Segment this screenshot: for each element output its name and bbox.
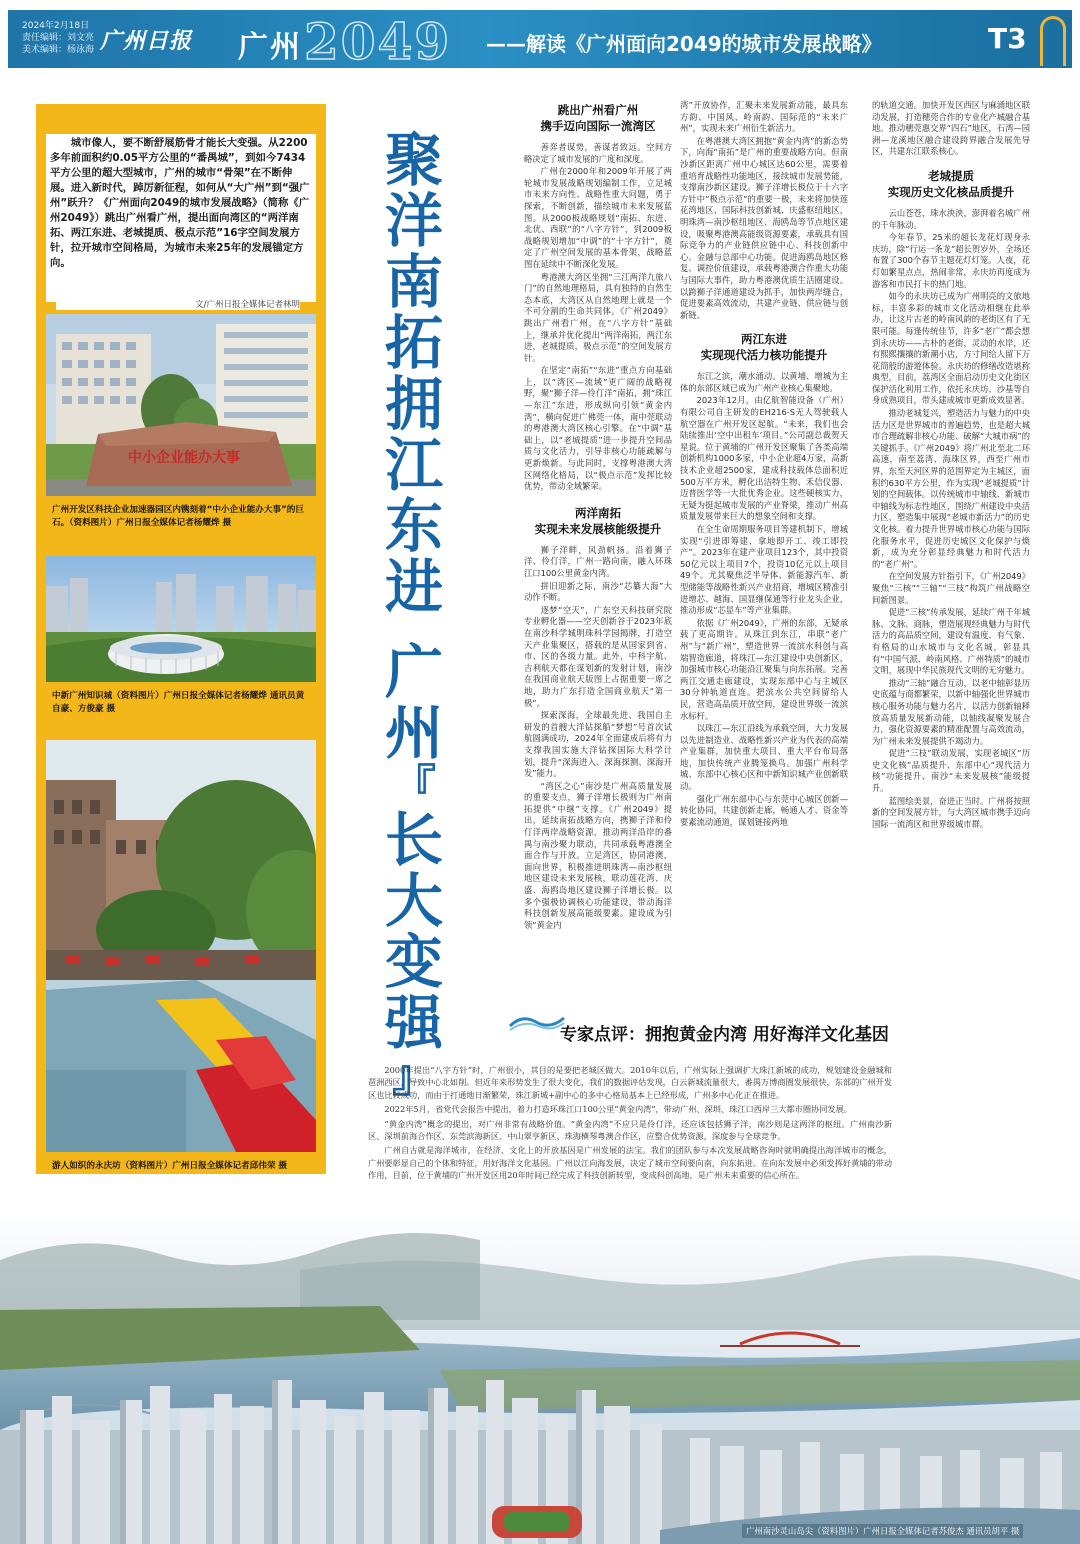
newspaper-logo: 广州日报 (100, 28, 193, 54)
issue-date: 2024年2月18日 (22, 21, 90, 31)
paragraph: 促进“三核”传承发展，延续广州千年城脉、文脉、商脉，塑造展现经典魅力与时代活力的高品质空间，建设有温度、有气象、有格局的山水城市与文化名城，彰显具有“中国气派、岭南风格、广州特质”的城市文明，展现中华民族现代文明的无穷魅力。 (872, 607, 1030, 676)
knowledge-city-image (46, 556, 316, 682)
article-column-2 (680, 100, 848, 1010)
page-header (8, 10, 1072, 68)
section-heading-2-line-1: 两洋南拓 (575, 505, 621, 520)
paragraph: 善弈者谋势，善谋者致远。空间方略决定了城市发展的广度和深度。 (524, 142, 672, 164)
paragraph: 的轨道交通。加快开发区西区与麻涌地区联动发展，打造穗莞合作的专业化产城融合基地。推动穗莞惠交界“四石”地区，石湾—园洲—龙溪地区融合建设跨界融合发展先导区，共建东江联系核心。 (872, 100, 1030, 157)
main-headline (378, 126, 450, 1102)
paragraph: 探索深海，全球最先进、我国自主研发的首艘大洋钻探船“梦想”号首次试航圆满成功，2024年全面建成后将有力支撑我国实施大洋钻探国际大科学计划，提升“深海进入、深海探测、深海开发”能力。 (524, 710, 672, 779)
paragraph: 拼旧迎新之际，南沙“芯纂大海”大动作不断。 (524, 580, 672, 603)
paragraph: 推动老城复兴，塑造活力与魅力的中央活力区是世界城市的普遍趋势，也是超大城市合理疏解非核心功能、破解“大城市病”的关键抓手。《广州2049》将广州北至北二环高速，南至荔湾、海珠区界，西至广州市界，东至天河区界的范围界定为主城区，面积约630平方公里，作为实现“老城提质”计划的空间载体。以传统城市中轴线、新城市中轴线为标志性地区，围绕广州建设中央活力区，塑造集中展现“老城市新活力”的历史文化核。着力提升世界城市核心功能与国际化服务水平，促进历史城区文化保护与焕新，成为充分彰显经典魅力和时代活力的“老广州”。 (872, 408, 1030, 569)
paragraph: 如今的永庆坊已成为广州明亮的文旅地标，丰富多彩的城市文化活动相继在此举办，让这片古老的岭南风韵的老街区有了无限可能。每逢传统佳节，许多“老广”都会想到永庆坊——古朴的老街，灵动的水岸，还有熙熙攘攘的新潮小店，方寸间给人留下万花筒般的游遊体验。永庆坊的修缮改造堪称典型，目前，荔湾区全面启动历史文化街区保护活化利用工作，依托永庆坊、沙基等自身成熟项目，带头建成城市更新成效显著。 (872, 291, 1030, 406)
stone-inscription: 中小企业能办大事 (128, 450, 240, 466)
expert-decoration-icon (508, 1012, 566, 1032)
expert-commentary-title: 专家点评：拥抱黄金内湾 用好海洋文化基因 (560, 1025, 889, 1045)
paragraph: 广州在2000年和2009年开展了两轮城市发展战略规划编制工作，立足城市未来方向性、战略性重大问题，勇于探索，不断创新，描绘城市未来发展蓝图。从2000板战略规划“南拓、东进、北优、西联”的“八字方针”，到2009板战略规划增加“中调”的“十字方针”，奠定了广州空间发展的基本骨架，战略蓝图在延续中不断深化发展。 (524, 166, 672, 269)
paragraph: 狮子洋畔，风劲帆扬。沿着狮子洋、伶仃洋，广州一路向南，融入环珠江口100公里黄金内湾。 (524, 544, 672, 578)
city-panorama-image (0, 1210, 1080, 1544)
paragraph: 以珠江—东江沿线为承载空间，大力发展以先进制造业、战略性新兴产业为代表的高端产业集群，加快重大项目、重大平台布局落地，加快传统产业腾笼换鸟。加强广州科学城、东部中心核心区和中新知识城产业创新联动。 (680, 723, 848, 792)
paragraph: 广州自古就是海洋城市，在经济、文化上的开放基因是广州发展的法宝。我们的团队参与本次发展战略咨询时就明确提出海洋城市的概念，广州要彰显自己的个体和特征，用好海洋文化基因。广州以江向海发展，决定了城市空间要向南，向东拓进。在向东发展中必须发挥好黄埔的带动作用，目前，位于黄埔的广州开发区用20年时间已经完成了科技创新转型，变成科创高地，是广州未来重要的信心所在。 (368, 1145, 893, 1181)
paragraph: 促进“三枝”联动发展，实现老城区“历史文化核”品质提升、东部中心“现代活力核”功能提升、南沙“未来发展核”能级提升。 (872, 748, 1030, 794)
headline-line-1: 聚洋南拓拥江东进 (385, 126, 444, 621)
paragraph: 逐梦“空天”，广东空天科技研究院专业孵化器——空天创新谷于2023年底在南沙科学城明珠科学园揭牌，打造空天产业集聚区，搭载的是从国家到省、市、区的各级力量。此外，中科宇航、吉利航天都在谋划新的发射计划，南沙在我国商业航天版图上占据重要一席之地，助力广东打造全国商业航天“第一极”。 (524, 604, 672, 708)
photo-knowledge-city-caption: 中新广州知识城（资料图片）广州日报全媒体记者杨耀烨 通讯员黄自豪、方俊豪 摄 (52, 691, 305, 714)
city-panorama (0, 1210, 1080, 1544)
header-year: 2049 (304, 12, 452, 68)
yongqingfang-image (46, 740, 316, 1152)
header-subtitle: ——解读《广州面向2049的城市发展战略》 (486, 32, 882, 56)
intro-text: 城市像人，要不断舒展筋骨才能长大变强。从2200多年前面积约0.05平方公里的“番禺城”，到如今7434平方公里的超大型城市，广州的城市“骨架”在不断伸展。进入新时代，踔厉新征程，如何从“大广州”到“强广州”跃升？《广州面向2049的城市发展战略》（简称《广州2049》）跳出广州看广州，提出面向湾区的“两洋南拓、两江东进、老城提质、极点示范”16字空间发展方针，拉开城市空间格局，为城市未来25年的发展锚定方向。 (50, 137, 310, 269)
header-meta (22, 20, 94, 56)
expert-commentary-body (368, 1064, 892, 1184)
tech-park-image (46, 314, 316, 496)
headline-line-2: 广州 (385, 638, 444, 767)
paragraph: 2023年12月，由亿航智能设备（广州）有限公司自主研发的EH216-S无人驾驶载人航空器在广州开发区起航。“未来，我们也会陆续推出‘空中出租车’项目。”公司副总裁贺天星说。位于黄埔的广州开发区聚集了各类高端创新机构1000多家，中小企业超4万家，高新技术企业超2500家，建成科技载体总面积近500万平方米，孵化出洁特生物、禾信仪器、迈普医学等一大批优秀企业。这些硬核实力，无疑为挺起城市发展的产业脊梁，推动广州高质量发展带来巨大的想象空间和支撑。 (680, 395, 848, 522)
art-editor-credit: 美术编辑：杨泳海 (22, 45, 95, 55)
paragraph: 在全生命周期服务项目等建机制下，增城实现“引进即筹建、拿地即开工、竣工即投产”。2023年在建产业项目123个，其中投资50亿元以上项目7个，投资10亿元以上项目49个。尤其聚焦泛半导体、新能源汽车、新型储能等战略性新兴产业招商，增城区精准引进增芯、越海、国显继保通等行业龙头企业，推动形成“芯显车”等产业集群。 (680, 524, 848, 616)
paragraph: 依据《广州2049》，广州的东部，无疑承载了更高期许。从珠江到东江，串联“老广州”与“新广州”，塑造世界一流滨水科创与高端智造廊道，将珠江—东江建设中央创新区，加强城市核心功能沿江聚集与向东拓展。完善两江交通走廊建设，实现东部中心与主城区30分钟轨道直连。把滨水公共空间留给人民，营造高品质开放空间，建设世界级一流滨水标杆。 (680, 617, 848, 721)
headline-open-quote: 『 (392, 761, 436, 812)
paragraph: 在坚定“南拓”“东进”重点方向基础上，以“湾区—流域”更广阔的战略视野，聚“狮子洋—伶仃洋”南拓，拥“珠江—东江”东进，形成纵向引领“黄金内湾”，横向促进广佛莞一体，南中莞联动的粤港澳大湾区核心引擎。在“中调”基础上，以“老城提质”进一步提升空间品质与文化活力，引导非核心功能疏解与更新焕新。与此同时，支撑粤港澳大湾区网络化格局，以“极点示范”发挥比较优势，带动全域繁荣。 (524, 365, 672, 492)
photo-yongqingfang-caption: 游人如织的永庆坊（资料图片）广州日报全媒体记者邱伟荣 摄 (52, 1161, 288, 1171)
paragraph: “黄金内湾”概念的提出，对广州非常有战略价值。“黄金内湾”不应只是伶仃洋，还应该包括狮子洋，南沙则是这两洋的枢纽。广州南沙新区、深圳前海合作区、东莞滨海新区、中山翠亨新区、珠海横琴粤澳合作区，应整合优势资源，深度参与全球竞争。 (368, 1118, 892, 1142)
header-city: 广州 (238, 30, 302, 65)
paragraph: 蓝图绘美景，奋进正当时。广州将按照新的空间发展方针，与大湾区城市携手迈向国际一流湾区和世界级城市群。 (872, 795, 1030, 829)
paragraph: “湾区之心”南沙是广州高质量发展的重要支点，狮子洋增长极则为广州南拓提供“中继”支撑。《广州2049》提出，延续南拓战略方向，携狮子洋和伶仃洋两岸战略资源，推动两洋沿岸的番禺与南沙聚力联动，共同承载粤港澳全面合作与开放。立足湾区，协同港澳，面向世界，积极推进明珠湾—南沙枢纽地区建设未来发展核，联动莲花湾、庆盛、海鸥岛地区建设狮子洋增长极。以多个强极协调核心功能建设，带动海洋科技创新发展高能级要素。建设成为引领“黄金内 (524, 780, 672, 930)
paragraph: 在空间发展方针指引下，《广州2049》聚焦“三核”“三轴”“三枝”构筑广州战略空间新图景。 (872, 571, 1030, 605)
photo-tech-park-caption: 广州开发区科技企业加速器园区内镌刻着“中小企业能办大事”的巨石。（资料图片）广州日报全媒体记者杨耀烨 摄 (52, 505, 304, 528)
headline-close-quote: 』 (392, 1051, 436, 1102)
section-heading-4-line-1: 老城提质 (928, 168, 974, 183)
section-heading-3 (680, 331, 848, 363)
paragraph: 强化广州东部中心与东莞中心城区创新—转化协同，共建创新走廊，畅通人才、资金等要素流动通道，谋划链接两地 (680, 793, 848, 827)
section-heading-2 (524, 505, 672, 537)
intro-card (46, 134, 316, 302)
paragraph: 今年春节，25米的超长龙花灯现身永庆坊，除“行运一条龙”超长贺岁外，全场还布置了300个春节主题花灯灯笼。人夜，花灯如繁星点点，热闹非常，永庆坊再度成为游客和市民打卡的热门地。 (872, 232, 1030, 289)
section-heading-4 (872, 168, 1030, 200)
panorama-caption: 广州南沙灵山岛尖（资料图片）广州日报全媒体记者苏俊杰 通讯员胡平 摄 (742, 1524, 1023, 1538)
section-heading-2-line-2: 实现未来发展核能级提升 (534, 521, 662, 536)
paragraph: 2000年提出“八字方针”时，广州很小，其目的是要把老城区做大。2010年以后，广州实际上强调扩大珠江新城的成功，规划建设金融城和琶洲西区，导致中心北如削。但近年来形势发生了很大变化，我们的数据评估发现，白云新城流量很大，番禺万博商圈发展很快，东部的广州开发区也比较成功，而由于打通地日渐繁荣，珠江新城+副中心的多中心格局基本上已经形成，广州多中心化正在推进。 (368, 1065, 893, 1100)
section-heading-3-line-2: 实现现代活力核功能提升 (700, 348, 828, 363)
section-heading-4-line-2: 实现历史文化核品质提升 (887, 184, 1015, 199)
section-heading-3-line-1: 两江东进 (741, 332, 787, 347)
paragraph: 推动“三轴”融合互动，以老中轴彰显历史底蕴与商都繁荣，以新中轴强化世界城市核心服务功能与魅力名片，以活力创新轴释放高质量发展新动能，以轴线凝聚发展合力，强化资源要素的精准配置与高效流动，为广州未来发展提供不竭动力。 (872, 677, 1030, 746)
paragraph: 粤港澳大湾区坐拥“三江两洋九旅八门”的自然地理格局，具有独特的自然生态本底，大湾区从自然地理上就是一个不可分割的生命共同体。《广州2049》跳出广州看广州，在“八字方针”基础上，继承并优化提出“两洋南拓，两江东进，老城提质，极点示范”的空间发展方针。 (524, 271, 672, 363)
section-heading-1-line-1: 跳出广州看广州 (557, 103, 639, 117)
photo-yongqingfang (46, 740, 316, 1152)
canton-tower-arch-icon (1040, 16, 1066, 66)
editor-credit: 责任编辑：刘文亮 (22, 33, 95, 43)
photo-tech-park (46, 314, 316, 496)
paragraph: 湾”开放协作，汇聚未来发展新动能，最具东方韵、中国风、岭南韵、国际范的“未来广州”，实现未来广州衍生新活力。 (680, 100, 848, 134)
article-column-1 (524, 100, 672, 1010)
page-number: T3 (988, 22, 1027, 55)
paragraph: 2022年5月，省党代会报告中提出，着力打造环珠江口100公里“黄金内湾”，带动广州、深圳、珠江口西岸三大都市圈协同发展。 (384, 1104, 852, 1115)
photo-knowledge-city (46, 556, 316, 682)
paragraph: 在粤港澳大湾区拥抱“黄金内湾”的新态势下，向海“南拓”是广州的重要战略方向。但南沙新区距离广州中心城区达60公里，需要着重培育战略性功能地区，接续城市发展势能，支撑南沙新区建设。狮子洋增长极位于十六字方针中“极点示范”的重要一极，未来将加快莲花湾地区、国际科技创新城、庆盛枢纽地区，明珠湾—南沙枢纽地区、海鸥岛等节点地区建设，吸聚粤港澳高能级资源要素，承载具有国际竞争力的产业链供应链中心、科技创新中心、金融与总部中心功能。促进海鸥岛地区修复、调控价值建设，承载粤港澳合作重大功能与国际大事件，助力粤港澳优质生活圈建设。以跨狮子洋通道建设为抓手，加快两岸缝合，促进要素高效流动，共建产业链、供应链与创新链。 (680, 135, 848, 320)
paragraph: 东江之滨，潮水涌动。以黄埔、增城为主体的东部区域已成为广州产业核心集聚地。 (680, 371, 848, 393)
section-heading-1-line-2: 携手迈向国际一流湾区 (540, 119, 656, 133)
intro-byline: 文/广州日报全媒体记者林明 (56, 298, 300, 310)
section-heading-1 (524, 102, 672, 134)
article-column-3 (872, 100, 1030, 1010)
headline-emphasis: 长大变强 (385, 806, 444, 1057)
paragraph: 云山苍苍，珠水泱泱，澎湃着名城广州的千年脉动。 (872, 207, 1030, 230)
